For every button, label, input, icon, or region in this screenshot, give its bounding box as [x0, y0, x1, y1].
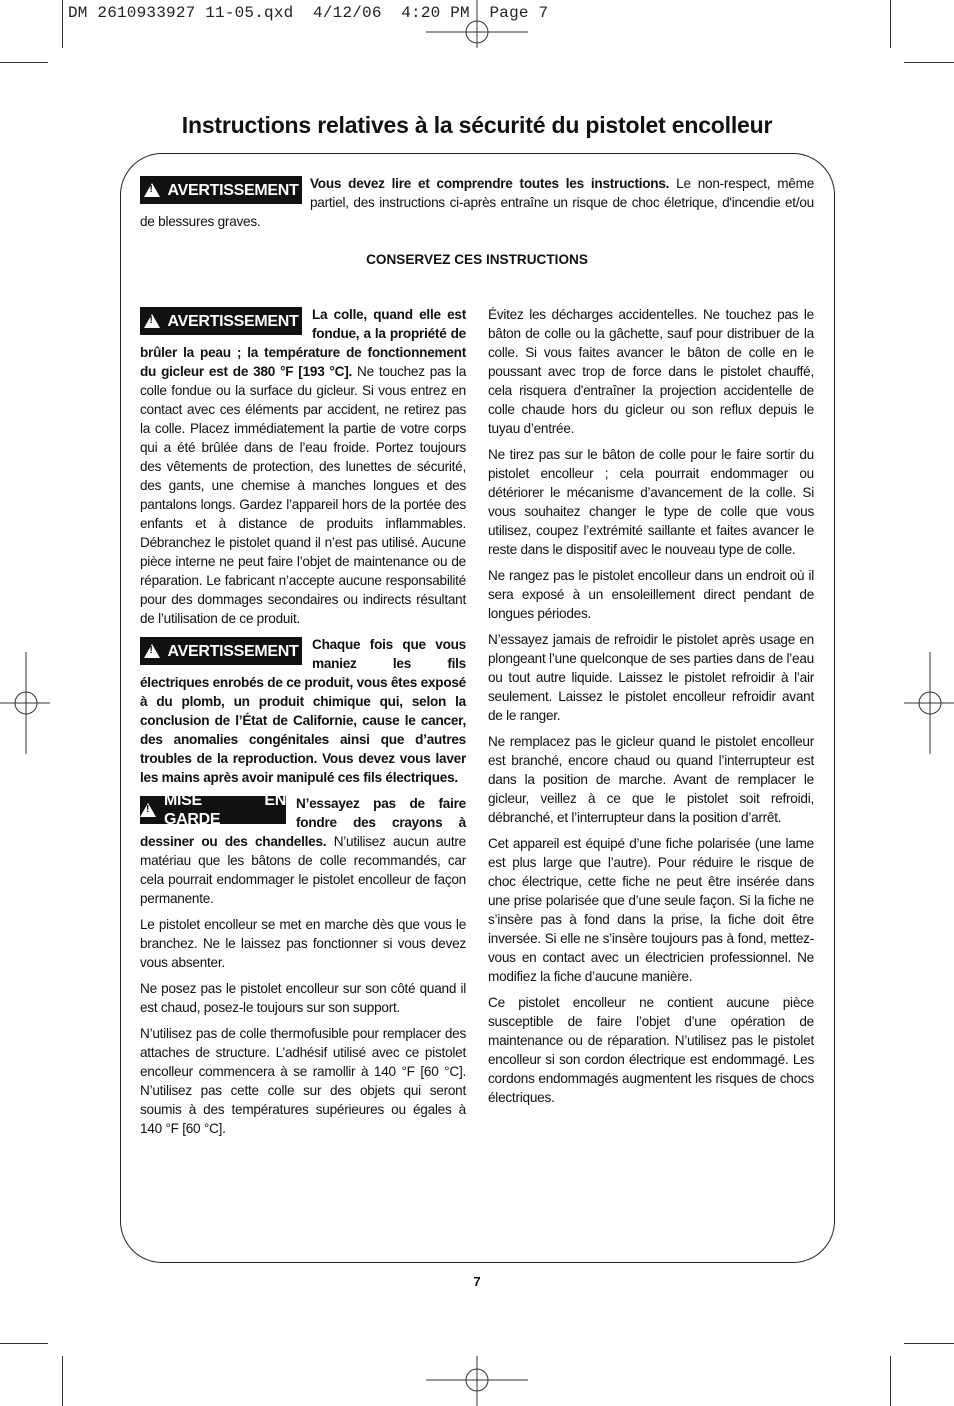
general-warning [140, 174, 814, 231]
crop-mark [62, 0, 63, 48]
lead-warning-lead: Chaque fois que vous maniez les fils électriques enrobés de ce produit, vous êtes exposé à du plomb, un produit chimique qui, selon la conclusion de l’État de Californie, cause le cancer, des anomalies congénitales ainsi que d’autres troubles de la reproduction. Vous devez vous laver les mains après avoir manipulé ces fils électriques. [140, 637, 466, 785]
burn-warning-lead: La colle, quand elle est fondue, a la propriété de brûler la peau ; la température de fonctionnement du gicleur est de 380 °F [193 °C]. [140, 307, 466, 379]
warning-badge-label: AVERTISSEMENT [167, 312, 299, 330]
caution-paragraph [140, 794, 466, 908]
crop-mark [904, 1343, 954, 1344]
warning-lead: Vous devez lire et comprendre toutes les instructions. [310, 176, 670, 191]
paragraph: N’essayez jamais de refroidir le pistolet après usage en plongeant l’une quelconque de ses parties dans de l’eau ou tout autre liquide. Laissez le pistolet refroidir à l’air seulement. Laissez le pistolet encolleur refroidir avant de le ranger. [488, 632, 814, 723]
save-instructions-heading: CONSERVEZ CES INSTRUCTIONS [366, 252, 588, 267]
warning-triangle-icon [144, 314, 160, 328]
printer-slug: DM 2610933927 11-05.qxd 4/12/06 4:20 PM Page 7 [68, 4, 549, 22]
crop-mark [0, 1343, 48, 1344]
paragraph: Cet appareil est équipé d’une fiche polarisée (une lame est plus large que l’autre). Pour réduire le risque de choc électrique, cette fiche ne peut être insérée dans une prise polarisée que d’une seule façon. Si la fiche ne s’insère pas à fond dans la prise, la fiche doit être inversée. Si elle ne s’insère toujours pas à fond, mettez-vous en contact avec un électricien professionnel. Ne modifiez la fiche d’aucune manière. [488, 836, 814, 984]
crop-mark [62, 1356, 63, 1406]
caution-badge-label: MISE EN GARDE [164, 792, 286, 828]
warning-triangle-icon [144, 183, 160, 197]
caution-badge [140, 792, 286, 828]
warning-badge [140, 637, 302, 665]
right-column [488, 305, 814, 1114]
burn-warning-paragraph [140, 305, 466, 628]
left-column [140, 305, 466, 1145]
paragraph: Ne tirez pas sur le bâton de colle pour le faire sortir du pistolet encolleur ; cela pourrait endommager ou détériorer le mécanisme d’avancement de la colle. Si vous souhaitez changer le type de colle que vous utilisez, coupez l’extrémité saillante et faites avancer le reste dans le dispositif avec le nouveau type de colle. [488, 447, 814, 557]
crop-mark [890, 1356, 891, 1406]
registration-mark-bottom [426, 1356, 528, 1406]
crop-mark [904, 62, 954, 63]
crop-mark [890, 0, 891, 48]
paragraph: Ne rangez pas le pistolet encolleur dans un endroit où il sera exposé à un ensoleillement direct pendant de longues périodes. [488, 568, 814, 621]
warning-badge-label: AVERTISSEMENT [167, 181, 299, 199]
warning-triangle-icon [144, 644, 160, 658]
warning-badge [140, 176, 302, 204]
paragraph: Ce pistolet encolleur ne contient aucune pièce susceptible de faire l’objet d’une opération de maintenance ou de réparation. N’utilisez pas le pistolet encolleur si son cordon électrique est endommagé. Les cordons endommagés augmentent les risques de chocs électriques. [488, 995, 814, 1105]
warning-badge-label: AVERTISSEMENT [167, 642, 299, 660]
paragraph: Ne posez pas le pistolet encolleur sur son côté quand il est chaud, posez-le toujours sur son support. [140, 981, 466, 1015]
caution-body: N’utilisez aucun autre matériau que les bâtons de colle recommandés, car cela pourrait endommager le pistolet encolleur de façon permanente. [140, 834, 466, 906]
paragraph: Ne remplacez pas le gicleur quand le pistolet encolleur est branché, encore chaud ou quand l’interrupteur est dans la position de marche. Avant de remplacer le gicleur, veillez à ce que le pistolet soit refroidi, débranché, et l’interrupteur dans la position d’arrêt. [488, 734, 814, 825]
crop-mark [0, 62, 48, 63]
registration-mark-left [0, 652, 50, 754]
paragraph: Évitez les décharges accidentelles. Ne touchez pas le bâton de colle ou la gâchette, sauf pour distribuer de la colle. Si vous faites avancer le bâton de colle en le poussant avec trop de force dans le pistolet chauffé, cela risquera d'entraîner la projection accidentelle de colle chaude hors du gicleur ou son reflux depuis le tuyau d’entrée. [488, 307, 814, 436]
page-number: 7 [473, 1274, 481, 1289]
caution-lead: N’essayez pas de faire fondre des crayons à dessiner ou des chandelles. [140, 796, 466, 849]
warning-badge [140, 307, 302, 335]
warning-triangle-icon [140, 803, 156, 817]
page-title: Instructions relatives à la sécurité du pistolet encolleur [181, 112, 773, 138]
warning-body: Le non-respect, même partiel, des instructions ci-après entraîne un risque de choc életrique, d'incendie et/ou de blessures graves. [140, 176, 814, 229]
registration-mark-right [904, 652, 954, 754]
registration-mark-top [426, 0, 528, 48]
burn-warning-body: Ne touchez pas la colle fondue ou la surface du gicleur. Si vous entrez en contact avec ces éléments par accident, ne retirez pas la colle. Placez immédiatement la partie de votre corps qui a été brûlée dans de l’eau froide. Portez toujours des vêtements de protection, des lunettes de sécurité, des gants, une chemise à manches longues et des pantalons longs. Gardez l’appareil hors de la portée des enfants et à distance de produits inflammables. Débranchez le pistolet quand il n’est pas utilisé. Aucune pièce interne ne peut faire l’objet de maintenance ou de réparation. Le fabricant n’accepte aucune responsabilité pour des dommages secondaires ou indirects résultant de l’utilisation de ce produit. [140, 364, 467, 626]
paragraph: Le pistolet encolleur se met en marche dès que vous le branchez. Ne le laissez pas fonctionner si vous devez vous absenter. [140, 917, 466, 970]
lead-warning-paragraph [140, 635, 466, 787]
paragraph: N’utilisez pas de colle thermofusible pour remplacer des attaches de structure. L’adhésif utilisé avec ce pistolet encolleur commencera à se ramollir à 140 °F [60 °C]. N’utilisez pas cette colle sur des objets qui seront soumis à des températures supérieures ou égales à 140 °F [60 °C]. [140, 1026, 466, 1136]
